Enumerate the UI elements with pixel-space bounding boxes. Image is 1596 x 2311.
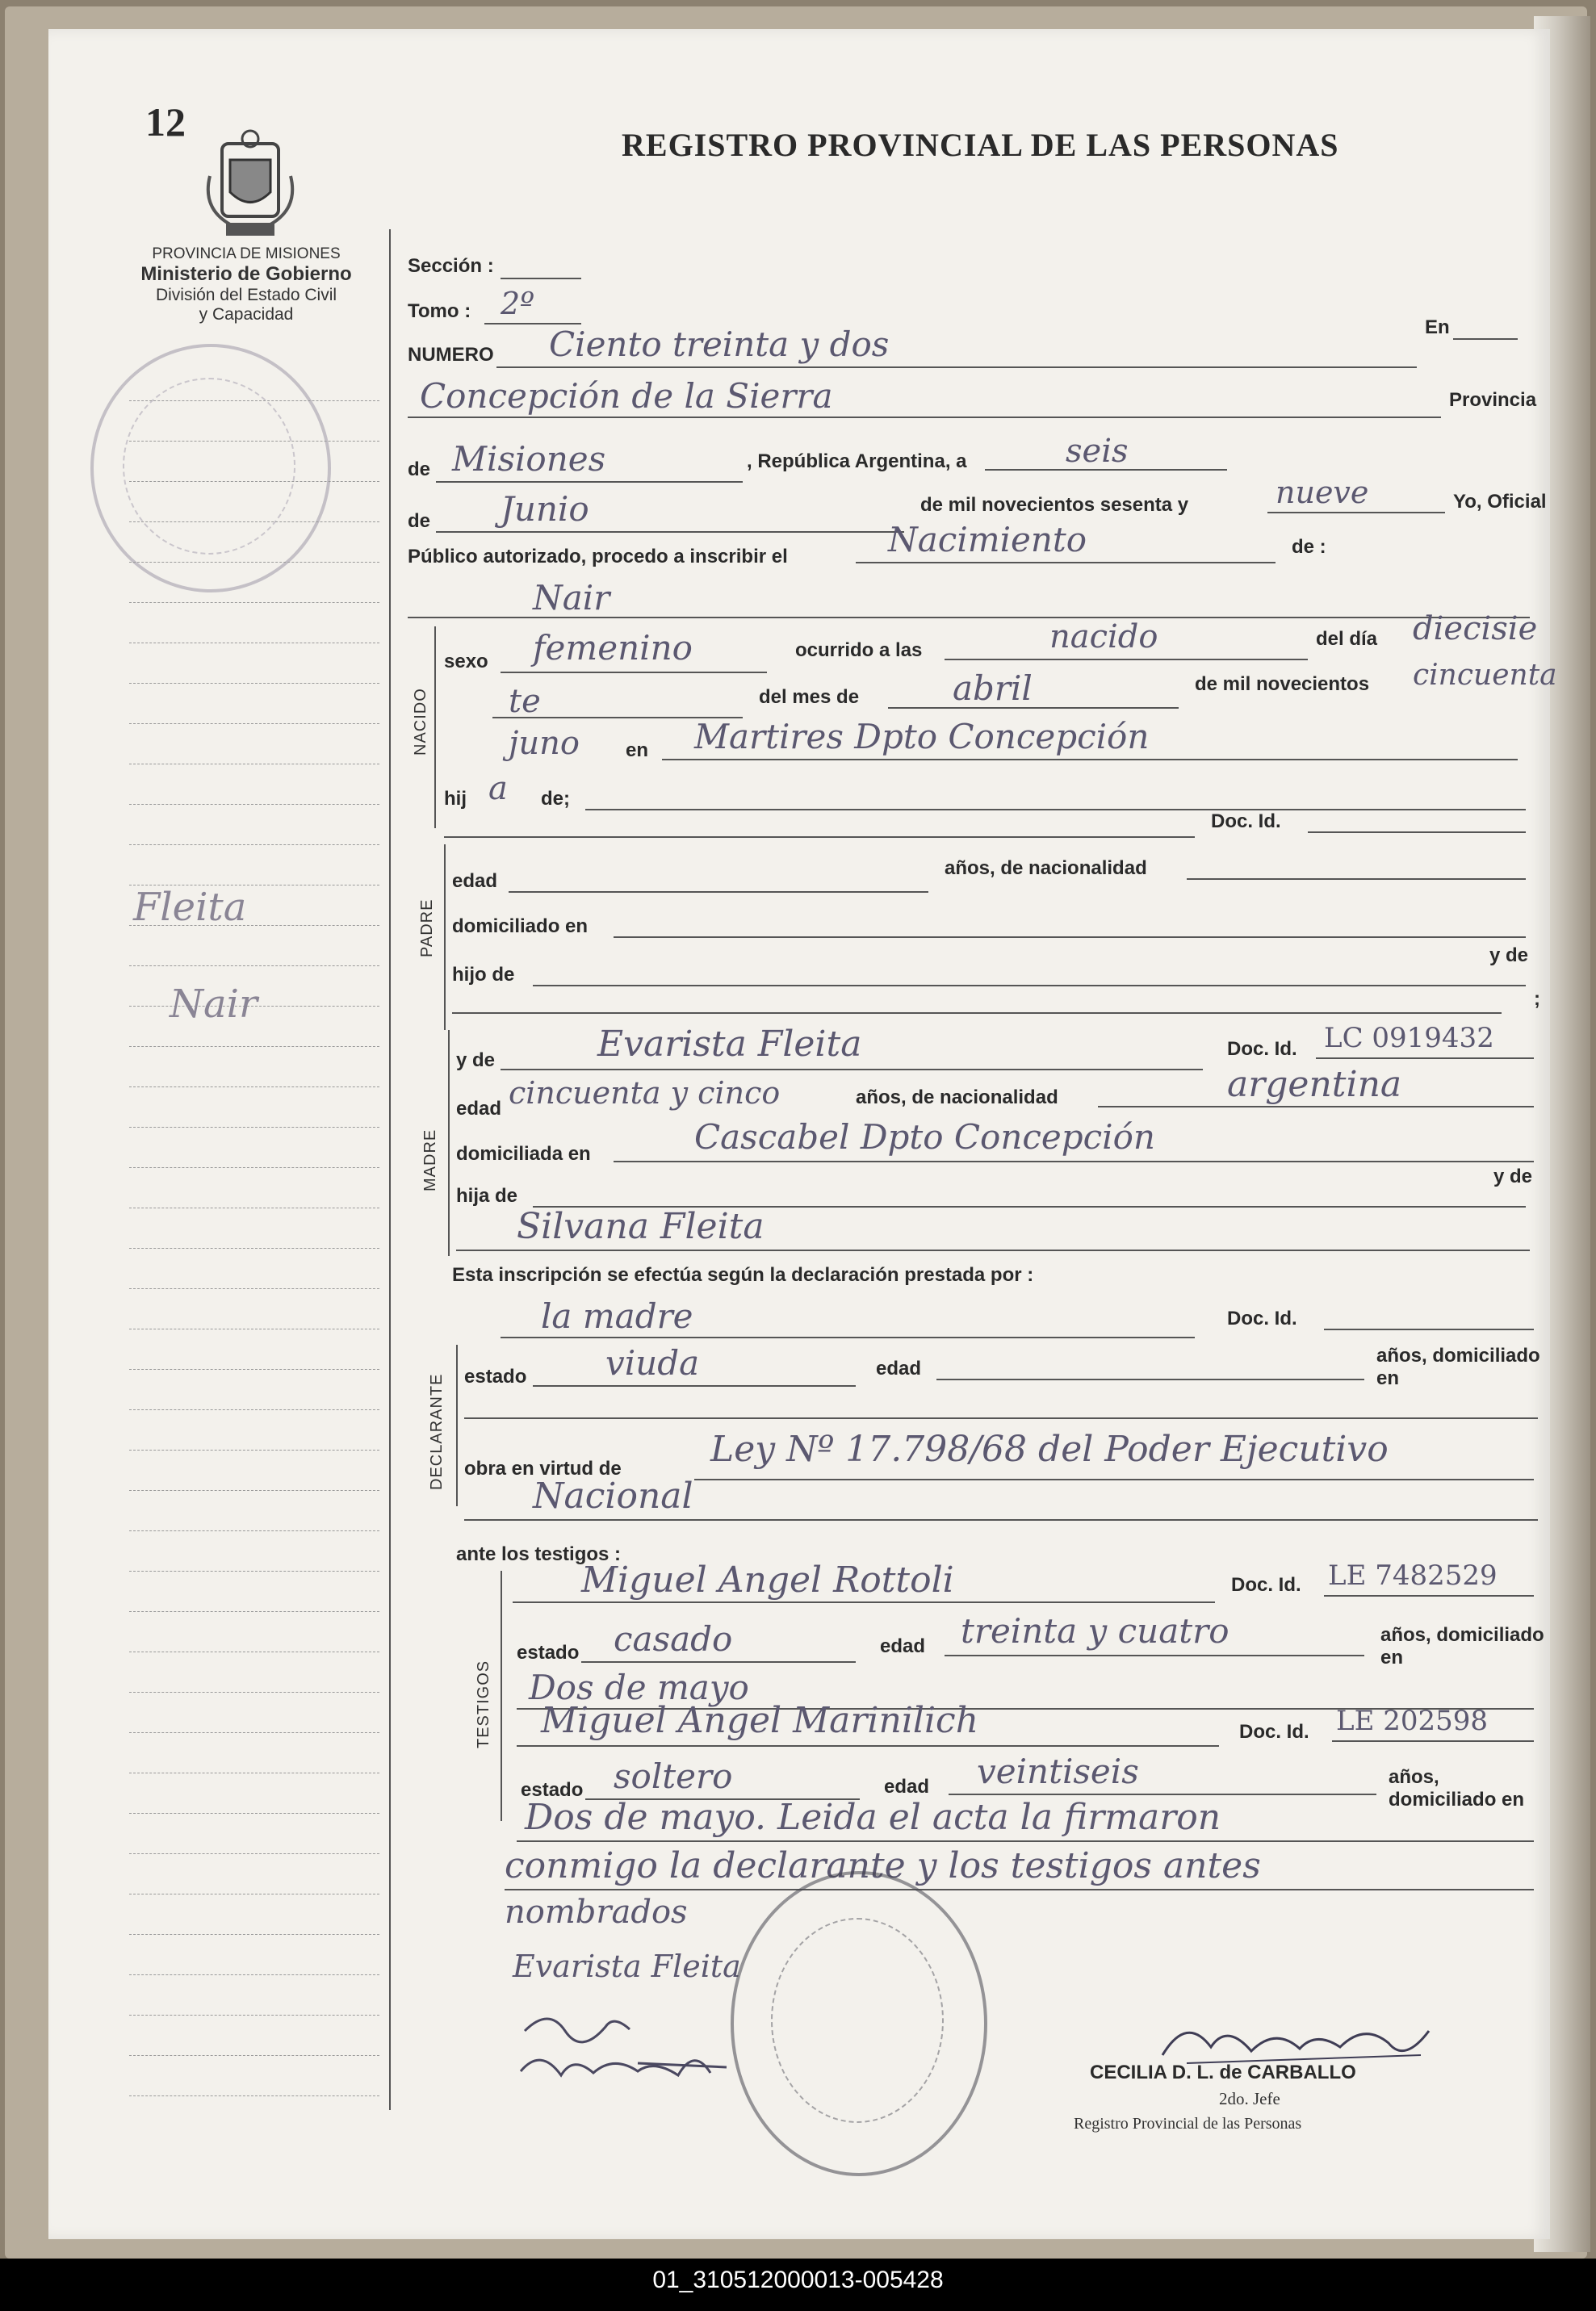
declarante-estado-label: estado	[464, 1366, 527, 1388]
madre-edad-value: cincuenta y cinco	[509, 1075, 781, 1111]
testigo1-estado-value: casado	[614, 1619, 733, 1659]
provincia-label: Provincia	[1449, 389, 1537, 411]
testigo2-edad-value: veintiseis	[977, 1752, 1139, 1791]
mes-line	[436, 531, 904, 533]
padre-bracket	[444, 844, 446, 1030]
hij-de-label: de;	[541, 788, 570, 810]
ocurrido-label: ocurrido a las	[795, 639, 923, 661]
declarante-anios-label: años, domiciliado en	[1376, 1345, 1540, 1389]
declarante-section-label: DECLARANTE	[428, 1373, 446, 1490]
padre-yde-label: y de	[1489, 944, 1529, 966]
mil-label: de mil novecientos sesenta y	[920, 494, 1189, 516]
testigo1-doc-value: LE 7482529	[1328, 1560, 1498, 1592]
madre-yde-label: y de	[456, 1049, 496, 1071]
testigo2-doc-label: Doc. Id.	[1239, 1721, 1309, 1743]
madre-nacionalidad-value: argentina	[1227, 1064, 1402, 1105]
oficial-label: Yo, Oficial	[1453, 491, 1547, 513]
anio-nac-value: cincuenta	[1413, 659, 1557, 692]
signature-declarante: Evarista Fleita	[513, 1949, 741, 1984]
hora-value: nacido	[1049, 618, 1158, 655]
madre-anios-label: años, de nacionalidad	[856, 1086, 1058, 1108]
mil-nac-label: de mil novecientos	[1195, 673, 1370, 695]
testigo2-nombre-line	[517, 1745, 1219, 1747]
official-seal-inner	[771, 1918, 944, 2123]
testigo1-edad-line	[945, 1655, 1364, 1656]
testigo2-doc-value: LE 202598	[1336, 1705, 1488, 1737]
obra-line	[694, 1479, 1534, 1480]
obra-value-2: Nacional	[533, 1476, 693, 1517]
testigo2-anios-label: años, domiciliado en	[1389, 1766, 1525, 1811]
hij-value: a	[488, 770, 508, 807]
publico-label: Público autorizado, procedo a inscribir el	[408, 546, 788, 567]
testigo1-anios-label: años, domiciliado en	[1380, 1624, 1544, 1668]
padre-section-label: PADRE	[418, 898, 436, 957]
padre-hijo-line-2	[452, 1012, 1502, 1014]
margin-stamp-inner	[123, 378, 295, 555]
padre-domicilio-line	[614, 936, 1526, 938]
madre-domicilio-line	[614, 1161, 1534, 1162]
madre-domicilio-label: domiciliada en	[456, 1143, 591, 1165]
testigo2-estado-value: soltero	[614, 1756, 733, 1796]
closing-line-1: Dos de mayo. Leida el acta la firmaron	[525, 1797, 1221, 1838]
margin-note-name: Nair	[170, 982, 258, 1027]
en-nac-label: en	[626, 739, 649, 761]
declarante-intro-label: Esta inscripción se efectúa según la declaración prestada por :	[452, 1264, 1034, 1286]
declarante-edad-label: edad	[876, 1358, 922, 1379]
closing-rule-1	[517, 1840, 1534, 1842]
dia-nac-value: diecisie	[1413, 610, 1538, 647]
provincia-line	[436, 481, 743, 483]
org-province: PROVINCIA DE MISIONES	[152, 245, 341, 262]
sexo-label: sexo	[444, 651, 488, 672]
testigo2-edad-line	[949, 1794, 1376, 1795]
testigo1-nombre-value: Miguel Angel Rottoli	[581, 1560, 954, 1601]
testigo2-nombre-value: Miguel Angel Marinilich	[541, 1700, 979, 1741]
testigo2-doc-line	[1332, 1740, 1534, 1742]
de-label: de	[408, 458, 431, 480]
mes-nac-line	[888, 707, 1179, 709]
anio-nac-value-2: juno	[509, 725, 580, 762]
madre-domicilio-value: Cascabel Dpto Concepción	[694, 1117, 1155, 1157]
testigo1-doc-label: Doc. Id.	[1231, 1574, 1301, 1596]
numero-value: Ciento treinta y dos	[549, 324, 890, 364]
declarante-estado-value: viuda	[605, 1343, 700, 1383]
tomo-value: 2º	[501, 286, 535, 321]
nacido-bracket	[434, 626, 436, 828]
padre-edad-line	[509, 891, 928, 893]
hora-line	[945, 659, 1308, 660]
testigo1-edad-label: edad	[880, 1635, 926, 1657]
en-label: En	[1425, 316, 1450, 338]
issuing-authority	[105, 245, 387, 324]
madre-hija-label: hija de	[456, 1185, 518, 1207]
padre-nac-line	[1187, 878, 1526, 880]
dia-value: seis	[1066, 433, 1129, 470]
testigo2-estado-label: estado	[521, 1779, 584, 1801]
de-label-2: de	[408, 510, 431, 532]
official-name: CECILIA D. L. de CARBALLO	[1090, 2062, 1356, 2083]
mes-nac-value: abril	[953, 668, 1033, 708]
declarante-doc-line	[1324, 1329, 1534, 1330]
declarante-estado-line	[533, 1385, 856, 1387]
coat-of-arms-icon	[198, 128, 303, 249]
obra-value: Ley Nº 17.798/68 del Poder Ejecutivo	[710, 1429, 1389, 1470]
declarante-bracket	[456, 1345, 458, 1506]
madre-padres-value: Silvana Fleita	[517, 1206, 764, 1247]
testigo1-doc-line	[1324, 1595, 1534, 1597]
acto-value: Nacimiento	[888, 520, 1087, 559]
declarante-nombre-value: la madre	[541, 1296, 693, 1336]
nacido-doc-line	[1308, 831, 1526, 833]
place-line	[408, 417, 1441, 418]
margin-divider	[389, 229, 391, 2110]
padre-name-line	[444, 836, 1195, 838]
sexo-value: femenino	[533, 628, 693, 668]
padre-anios-label: años, de nacionalidad	[945, 857, 1147, 879]
madre-edad-label: edad	[456, 1098, 502, 1120]
madre-nombre-value: Evarista Fleita	[597, 1024, 862, 1065]
testigo1-estado-line	[581, 1661, 856, 1663]
lugar-line	[662, 759, 1518, 760]
testigo2-edad-label: edad	[884, 1776, 930, 1798]
testigo1-estado-label: estado	[517, 1642, 580, 1664]
testigo1-domicilio-value: Dos de mayo	[529, 1668, 749, 1707]
padre-hijo-label: hijo de	[452, 964, 515, 986]
en-line	[1453, 338, 1518, 340]
mes-value: Junio	[501, 489, 589, 529]
numero-line	[496, 366, 1417, 368]
testigos-bracket	[501, 1571, 502, 1821]
madre-doc-label: Doc. Id.	[1227, 1038, 1297, 1060]
madre-doc-line	[1316, 1057, 1534, 1059]
nombre-line	[408, 617, 1530, 618]
testigos-ante-label: ante los testigos :	[456, 1543, 622, 1565]
org-capacity: y Capacidad	[199, 305, 294, 324]
declarante-edad-line	[936, 1379, 1364, 1380]
declarante-nombre-line	[501, 1337, 1195, 1338]
hij-label: hij	[444, 788, 467, 810]
madre-padres-line	[456, 1250, 1530, 1251]
declarante-doc-label: Doc. Id.	[1227, 1308, 1297, 1329]
de-colon-label: de :	[1292, 536, 1326, 558]
testigos-section-label: TESTIGOS	[475, 1660, 492, 1748]
seccion-line	[501, 278, 581, 279]
official-title: 2do. Jefe	[1219, 2089, 1280, 2108]
obra-label: obra en virtud de	[464, 1458, 622, 1480]
padre-domicilio-label: domiciliado en	[452, 915, 589, 937]
padre-edad-label: edad	[452, 870, 498, 892]
document-title: REGISTRO PROVINCIAL DE LAS PERSONAS	[622, 127, 1339, 163]
official-office: Registro Provincial de las Personas	[1074, 2115, 1302, 2133]
testigo1-edad-value: treinta y cuatro	[961, 1611, 1229, 1651]
seccion-label: Sección :	[408, 255, 494, 277]
document-page	[48, 29, 1557, 2239]
madre-doc-value: LC 0919432	[1324, 1022, 1494, 1054]
place-value: Concepción de la Sierra	[420, 376, 833, 416]
margin-note-surname: Fleita	[133, 885, 247, 930]
provincia-value: Misiones	[452, 439, 606, 479]
hij-line	[585, 809, 1526, 810]
republica-label: , República Argentina, a	[747, 450, 967, 472]
page-number: 12	[145, 99, 186, 144]
closing-rule-2	[505, 1889, 1534, 1890]
anio-line	[1267, 512, 1445, 513]
dia-line	[985, 469, 1227, 471]
madre-yde2-label: y de	[1493, 1166, 1533, 1187]
padre-semicolon: ;	[1534, 988, 1540, 1010]
org-ministry: Ministerio de Gobierno	[140, 263, 352, 285]
closing-line-2: conmigo la declarante y los testigos antes	[505, 1845, 1261, 1886]
image-id-caption: 01_310512000013-005428	[652, 2267, 944, 2293]
closing-line-3: nombrados	[505, 1894, 688, 1931]
acto-line	[856, 562, 1276, 563]
del-dia-label: del día	[1316, 628, 1378, 650]
nacido-doc-label: Doc. Id.	[1211, 810, 1281, 832]
testigo1-nombre-line	[513, 1601, 1215, 1603]
padre-hijo-line	[533, 985, 1526, 986]
madre-section-label: MADRE	[421, 1128, 439, 1191]
madre-nacionalidad-line	[1098, 1106, 1534, 1107]
madre-nombre-line	[501, 1069, 1203, 1070]
madre-bracket	[448, 1030, 450, 1256]
sexo-line	[501, 672, 767, 673]
tomo-label: Tomo :	[408, 300, 471, 322]
anio-value: nueve	[1276, 475, 1369, 510]
nombre-value: Nair	[533, 578, 610, 618]
declarante-domicilio-line	[464, 1417, 1538, 1419]
nacido-section-label: NACIDO	[412, 688, 429, 756]
dia-nac-value-2: te	[509, 683, 541, 720]
lugar-value: Martires Dpto Concepción	[694, 717, 1150, 756]
obra-line-2	[464, 1519, 1538, 1521]
del-mes-label: del mes de	[759, 686, 860, 708]
org-division: División del Estado Civil	[155, 286, 337, 304]
numero-label: NUMERO	[408, 344, 494, 366]
